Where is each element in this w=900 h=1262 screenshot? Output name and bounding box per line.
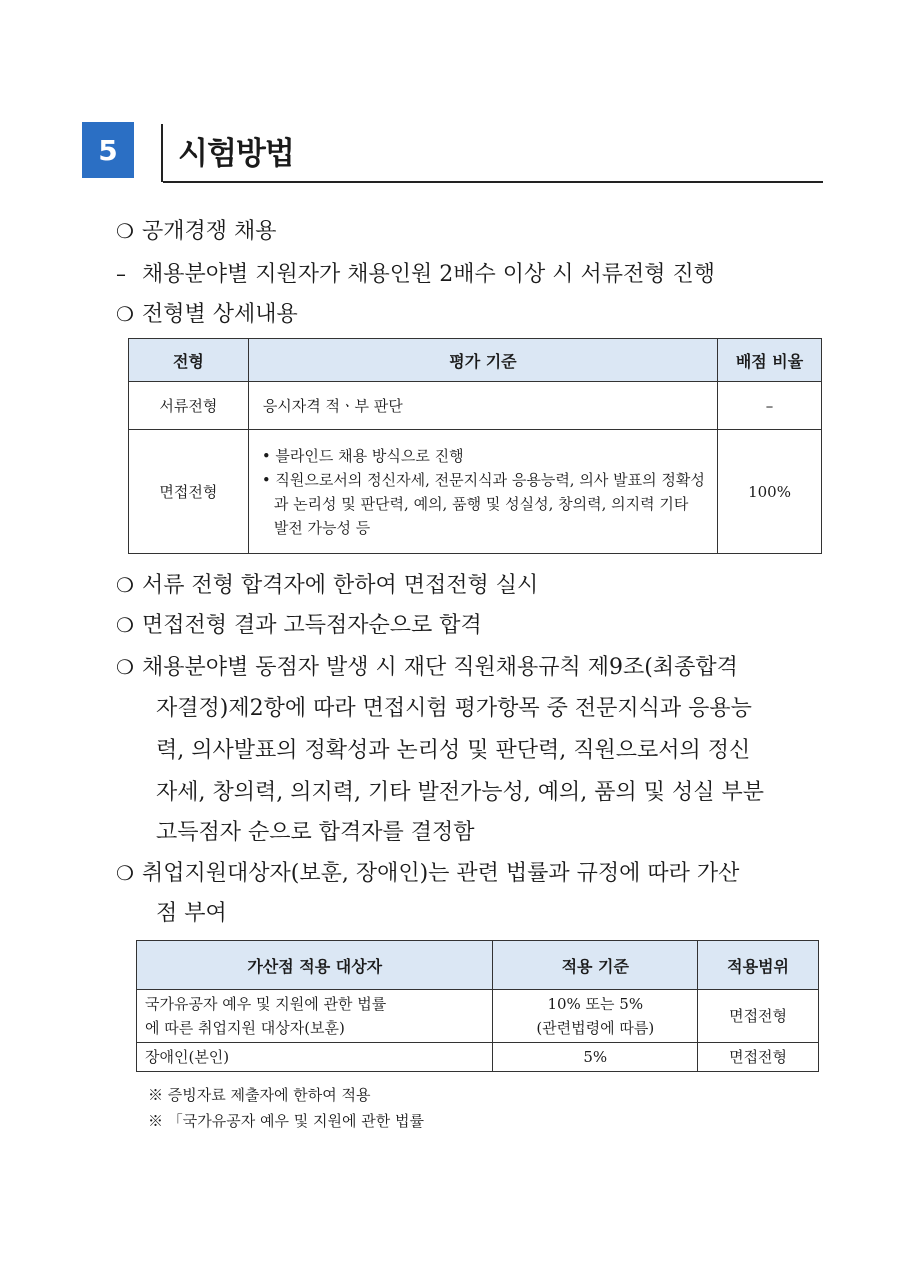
item-text: 취업지원대상자(보훈, 장애인)는 관련 법률과 규정에 따라 가산 — [142, 861, 740, 886]
item-text: 전형별 상세내용 — [142, 302, 298, 327]
cell-scope: 면접전형 — [698, 990, 819, 1043]
bullet-item-interview-stage — [116, 568, 538, 599]
criteria-item: • 직원으로서의 정신자세, 전문지식과 응용능력, 의사 발표의 정확성과 논리성 및 판단력, 예의, 품행 및 성실성, 창의력, 의지력 기타 발전 가능성 등 — [261, 470, 705, 537]
table-row — [129, 430, 822, 554]
section-number-badge: 5 — [82, 122, 134, 178]
table-row — [129, 382, 822, 430]
cell-criteria — [248, 430, 717, 554]
bullet-item-bonus-points — [116, 856, 739, 887]
bullet-circle-icon: ❍ — [116, 219, 134, 243]
section-underline — [163, 181, 823, 183]
item-text: 공개경쟁 채용 — [142, 219, 277, 244]
bullet-item-tie-rule — [116, 650, 738, 681]
bullet-circle-icon: ❍ — [116, 655, 134, 679]
cell-target: 장애인(본인) — [137, 1043, 493, 1072]
header-target: 가산점 적용 대상자 — [137, 941, 493, 990]
cell-ratio: – — [718, 382, 822, 430]
item-text: 서류 전형 합격자에 한하여 면접전형 실시 — [142, 573, 539, 598]
cell-stage: 서류전형 — [129, 382, 249, 430]
cell-scope: 면접전형 — [698, 1043, 819, 1072]
dash-icon: – — [116, 262, 126, 286]
item-continuation: 고득점자 순으로 합격자를 결정함 — [156, 820, 475, 845]
header-ratio: 배점 비율 — [718, 339, 822, 382]
header-stage: 전형 — [129, 339, 249, 382]
header-criteria: 적용 기준 — [493, 941, 698, 990]
cell-stage: 면접전형 — [129, 430, 249, 554]
bullet-item-stage-details — [116, 297, 298, 328]
bullet-circle-icon: ❍ — [116, 613, 134, 637]
item-continuation: 자세, 창의력, 의지력, 기타 발전가능성, 예의, 품의 및 성실 부분 — [156, 780, 764, 805]
cell-criteria: 응시자격 적ㆍ부 판단 — [248, 382, 717, 430]
cell-criteria: 5% — [493, 1043, 698, 1072]
item-text: 면접전형 결과 고득점자순으로 합격 — [142, 613, 482, 638]
bonus-table — [136, 940, 819, 1072]
table-row — [137, 990, 819, 1043]
dash-item-document-screening — [116, 257, 715, 288]
section-title: 시험방법 — [178, 136, 294, 172]
item-continuation: 점 부여 — [156, 901, 227, 926]
item-text: 채용분야별 동점자 발생 시 재단 직원채용규칙 제9조(최종합격 — [142, 655, 738, 680]
cell-ratio: 100% — [718, 430, 822, 554]
header-criteria: 평가 기준 — [248, 339, 717, 382]
footnote: ※ 증빙자료 제출자에 한하여 적용 — [148, 1086, 371, 1104]
item-text: 채용분야별 지원자가 채용인원 2배수 이상 시 서류전형 진행 — [142, 262, 715, 287]
bullet-circle-icon: ❍ — [116, 573, 134, 597]
cell-target: 국가유공자 예우 및 지원에 관한 법률 에 따른 취업지원 대상자(보훈) — [137, 990, 493, 1043]
cell-criteria: 10% 또는 5% (관련법령에 따름) — [493, 990, 698, 1043]
bullet-item-open-recruitment — [116, 214, 277, 245]
criteria-item: • 블라인드 채용 방식으로 진행 — [261, 446, 464, 465]
footnote: ※ 「국가유공자 예우 및 지원에 관한 법률 — [148, 1112, 424, 1130]
bullet-circle-icon: ❍ — [116, 861, 134, 885]
item-continuation: 력, 의사발표의 정확성과 논리성 및 판단력, 직원으로서의 정신 — [156, 738, 751, 763]
evaluation-table — [128, 338, 822, 554]
bullet-item-pass-order — [116, 608, 482, 639]
section-divider — [161, 124, 163, 182]
bullet-circle-icon: ❍ — [116, 302, 134, 326]
header-scope: 적용범위 — [698, 941, 819, 990]
table-row — [137, 1043, 819, 1072]
item-continuation: 자결정)제2항에 따라 면접시험 평가항목 중 전문지식과 응용능 — [156, 696, 752, 721]
